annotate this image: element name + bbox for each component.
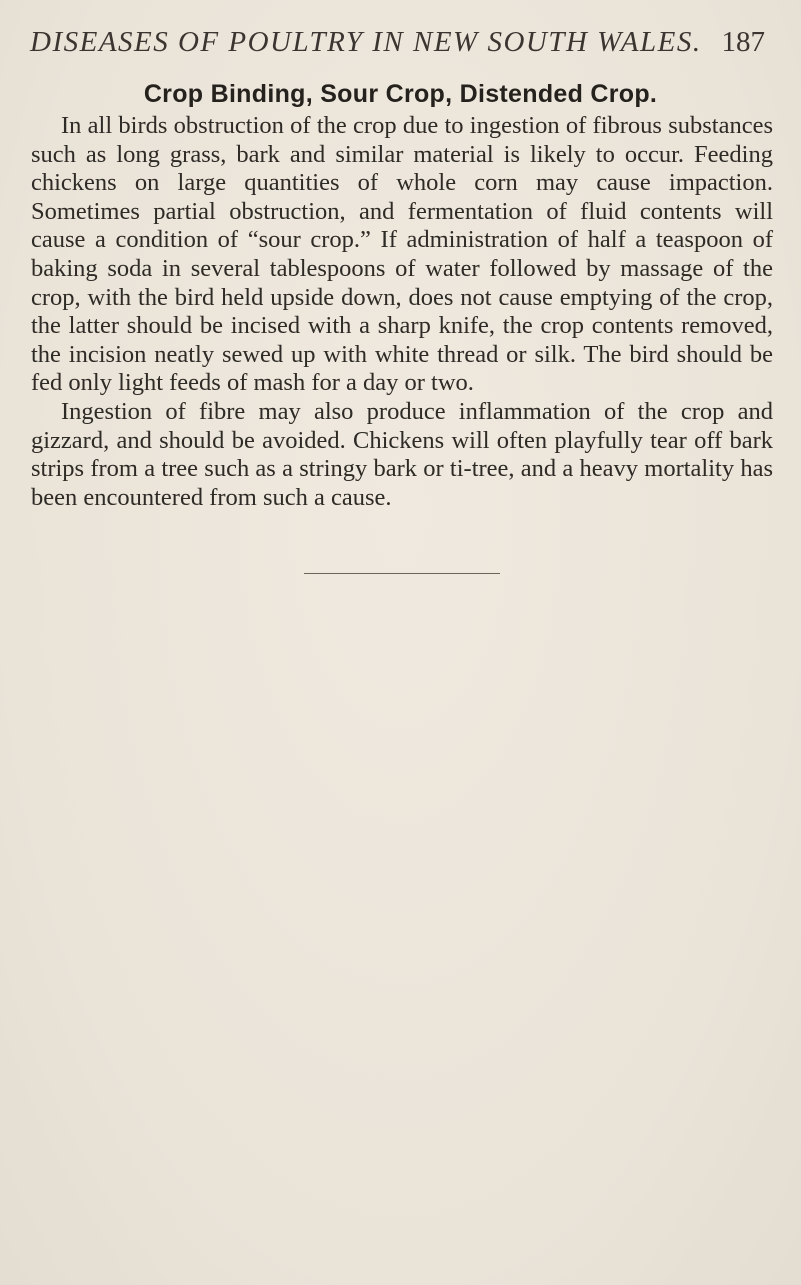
paragraph-fibre-ingestion: Ingestion of fibre may also produce inflammation of the crop and gizzard, and should be avoided. Chickens will often playfully tear off bark strips from a tree such as a stringy bark or ti-tree, and a heavy mortality has been encountered from such a cause. bbox=[31, 397, 773, 511]
running-head bbox=[30, 26, 771, 66]
page-number: 187 bbox=[721, 26, 765, 58]
paragraph-crop-obstruction: In all birds obstruction of the crop due to ingestion of fibrous substances such as long grass, bark and similar material is likely to occur. Feeding chickens on large quantities of whole corn may cause impaction. Sometimes partial obstruction, and fermentation of fluid contents will cause a condition of “sour crop.” If administration of half a teaspoon of baking soda in several tablespoons of water followed by massage of the crop, with the bird held upside down, does not cause emptying of the crop, the latter should be incised with a sharp knife, the crop contents removed, the incision neatly sewed up with white thread or silk. The bird should be fed only light feeds of mash for a day or two. bbox=[31, 112, 773, 397]
running-title: DISEASES OF POULTRY IN NEW SOUTH WALES. bbox=[30, 26, 702, 58]
section-heading: Crop Binding, Sour Crop, Distended Crop. bbox=[143, 80, 658, 108]
section-divider bbox=[304, 573, 500, 574]
body-text bbox=[31, 112, 773, 512]
